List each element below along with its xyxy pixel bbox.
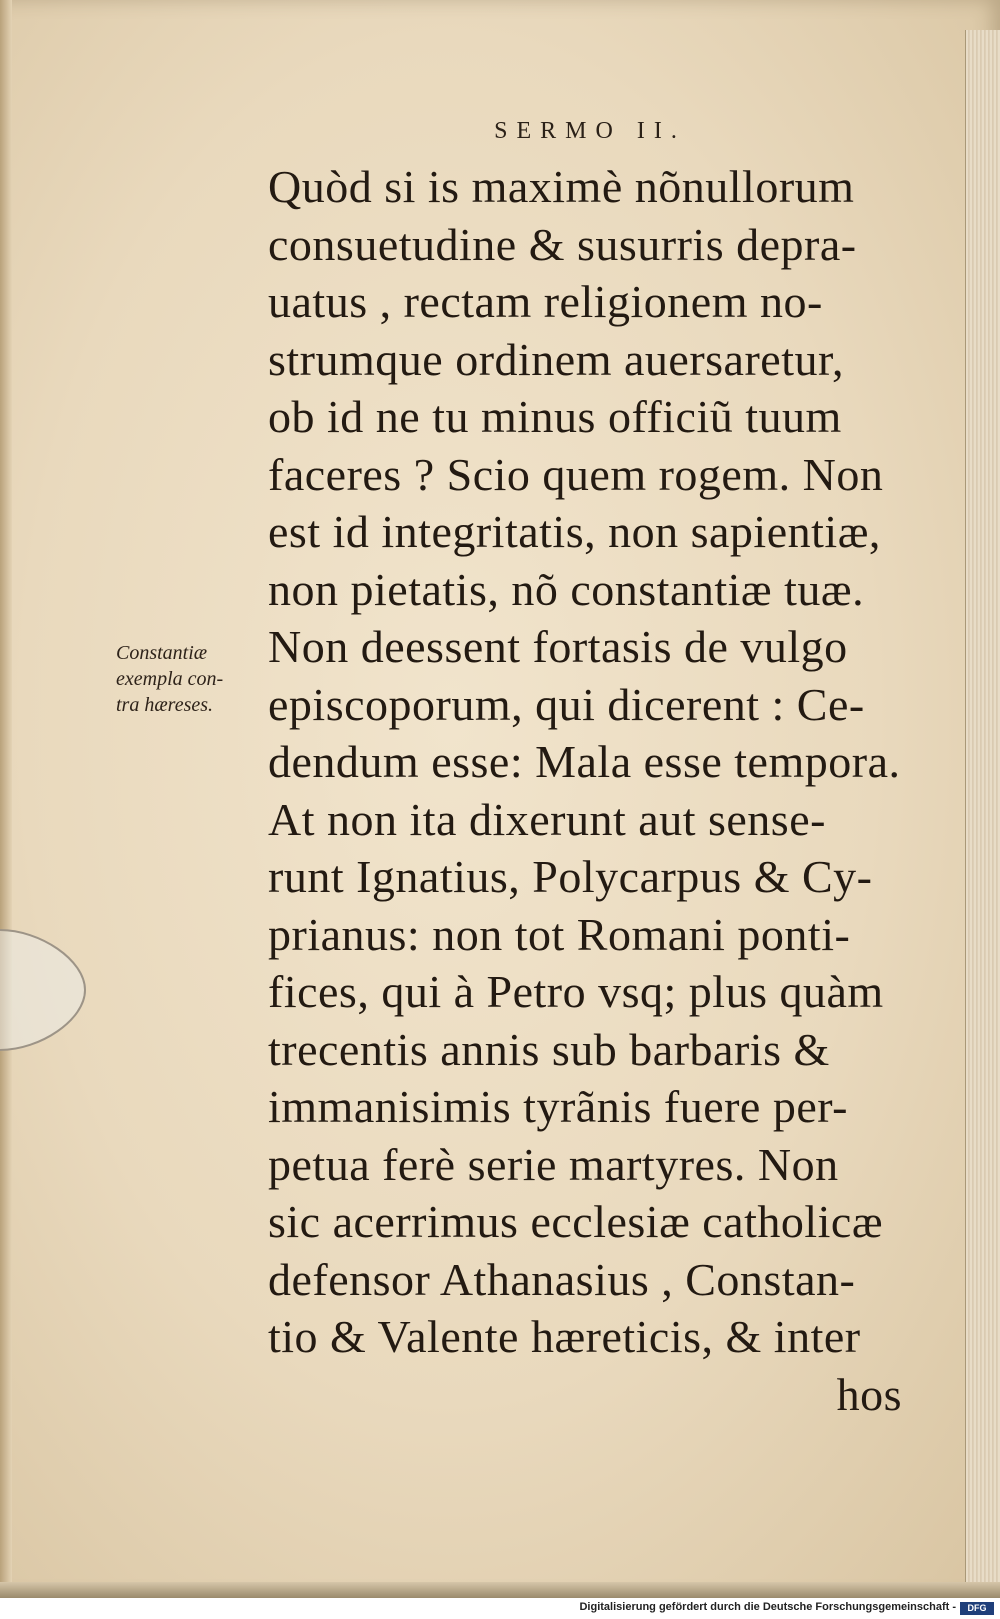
text-line: episcoporum, qui dicerent : Ce- (268, 678, 865, 730)
digitization-footer (0, 1599, 1000, 1619)
dfg-logo: DFG (960, 1602, 994, 1615)
page-left-edge (0, 0, 12, 1598)
text-line: consuetudine & susurris depra- (268, 218, 857, 270)
text-line: sic acerrimus ecclesiæ catholicæ (268, 1196, 884, 1247)
text-line: petua ferè serie martyres. Non (268, 1138, 839, 1190)
text-line: immanisimis tyrãnis fuere per- (268, 1081, 848, 1132)
margin-note-line: Constantiæ (116, 642, 208, 664)
running-header: SERMO II. (494, 118, 686, 144)
paper-clip-icon (0, 920, 90, 1060)
margin-note (116, 640, 266, 718)
text-line: uatus , rectam religionem no- (268, 276, 823, 327)
margin-note-line: tra hæreses. (116, 694, 214, 716)
margin-note-line: exempla con- (116, 668, 224, 690)
text-line: runt Ignatius, Polycarpus & Cy- (268, 851, 873, 902)
page-bottom-edge (0, 1582, 1000, 1598)
page-stack-edge (965, 30, 1000, 1590)
catchword: hos (836, 1368, 902, 1420)
text-line: Non deessent fortasis de vulgo (268, 621, 848, 672)
text-line: Quòd si is maximè nõnullorum (268, 161, 855, 212)
text-line: trecentis annis sub barbaris & (268, 1023, 830, 1075)
text-line: ob id ne tu minus officiũ tuum (268, 391, 842, 442)
text-line: tio & Valente hæreticis, & inter (268, 1311, 861, 1362)
text-line: est id integritatis, non sapientiæ, (268, 506, 881, 557)
body-text (268, 158, 908, 1423)
text-line: At non ita dixerunt aut sense- (268, 793, 826, 845)
text-line: prianus: non tot Romani ponti- (268, 908, 851, 960)
text-line: strumque ordinem auersaretur, (268, 333, 844, 385)
text-line: fices, qui à Petro vsq; plus quàm (268, 966, 884, 1017)
text-line: defensor Athanasius , Constan- (268, 1253, 856, 1305)
funding-credit: Digitalisierung gefördert durch die Deutsche Forschungsgemeinschaft - (579, 1601, 956, 1613)
text-line: non pietatis, nõ constantiæ tuæ. (268, 563, 865, 615)
text-line: dendum esse: Mala esse tempora. (268, 736, 901, 787)
text-line: faceres ? Scio quem rogem. Non (268, 448, 884, 500)
